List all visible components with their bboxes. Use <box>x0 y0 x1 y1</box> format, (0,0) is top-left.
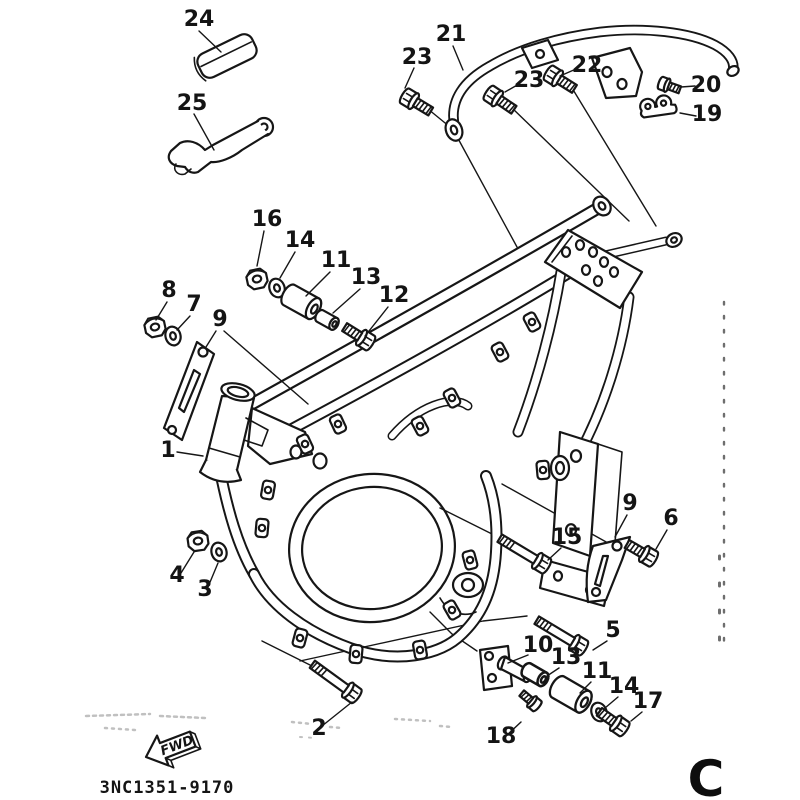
part-18-screw <box>517 688 543 713</box>
frame-body <box>200 193 684 663</box>
scan-artifacts <box>86 714 452 738</box>
callout-label-17: 17 <box>632 689 664 714</box>
callout-label-14: 14 <box>284 228 316 253</box>
part-16-nut <box>245 268 269 291</box>
callout-label-23: 23 <box>513 68 545 93</box>
callout-leader-9 <box>206 331 216 347</box>
callout-label-9: 9 <box>212 307 228 332</box>
page-edge-marks <box>720 302 725 648</box>
callout-label-7: 7 <box>186 292 202 317</box>
callout-leader-11 <box>306 272 330 296</box>
callout-label-23: 23 <box>401 45 433 70</box>
callout-label-3: 3 <box>197 577 213 602</box>
part-8-nut <box>143 316 167 339</box>
callout-label-13: 13 <box>350 265 382 290</box>
callout-label-9: 9 <box>622 491 638 516</box>
callout-label-11: 11 <box>320 248 352 273</box>
callout-label-24: 24 <box>183 7 215 32</box>
callout-label-13: 13 <box>550 645 582 670</box>
callout-label-5: 5 <box>605 618 621 643</box>
callout-leader-1 <box>177 452 203 456</box>
part-25-hook <box>169 118 273 174</box>
callout-label-12: 12 <box>378 283 410 308</box>
part-23-bolt-left <box>398 87 436 119</box>
callout-label-10: 10 <box>522 633 554 658</box>
part-6-bolt <box>623 536 661 568</box>
part-13-collar <box>313 308 340 331</box>
callout-label-8: 8 <box>161 278 177 303</box>
callout-leader-13 <box>333 289 360 313</box>
callout-label-21: 21 <box>435 22 467 47</box>
part-3-washer <box>209 541 228 563</box>
callout-label-4: 4 <box>169 563 185 588</box>
callout-leader-21 <box>453 46 463 70</box>
callout-label-18: 18 <box>485 724 517 749</box>
callout-label-15: 15 <box>551 525 583 550</box>
section-letter: C <box>687 750 725 800</box>
part-24-pad <box>191 31 259 82</box>
part-9-bracket-right <box>587 537 630 602</box>
callout-leader-14 <box>280 252 295 278</box>
callout-label-1: 1 <box>160 438 176 463</box>
callout-label-25: 25 <box>176 91 208 116</box>
part-code: 3NC1351-9170 <box>99 778 235 798</box>
part-4-nut <box>187 530 209 552</box>
callout-leader-23 <box>405 68 414 88</box>
callout-leader-7 <box>177 316 190 330</box>
callout-label-14: 14 <box>608 674 640 699</box>
callout-label-16: 16 <box>251 207 283 232</box>
part-2-bolt <box>307 657 364 705</box>
part-13-collar-lower <box>519 661 550 688</box>
callout-label-6: 6 <box>663 506 679 531</box>
callout-label-19: 19 <box>691 102 723 127</box>
callout-leader-16 <box>257 231 264 266</box>
callout-label-22: 22 <box>571 53 603 78</box>
callout-leader-8 <box>156 302 167 320</box>
part-19-clamp <box>638 93 677 120</box>
callout-label-2: 2 <box>311 716 327 741</box>
fwd-arrow <box>140 723 203 776</box>
callout-label-11: 11 <box>581 659 613 684</box>
callout-label-20: 20 <box>690 73 722 98</box>
callout-leader-6 <box>656 530 667 549</box>
part-9-bracket-left <box>164 342 214 440</box>
part-20-screw <box>656 76 682 97</box>
fwd-label: FWD <box>158 733 196 760</box>
part-15-bolt <box>495 530 553 575</box>
